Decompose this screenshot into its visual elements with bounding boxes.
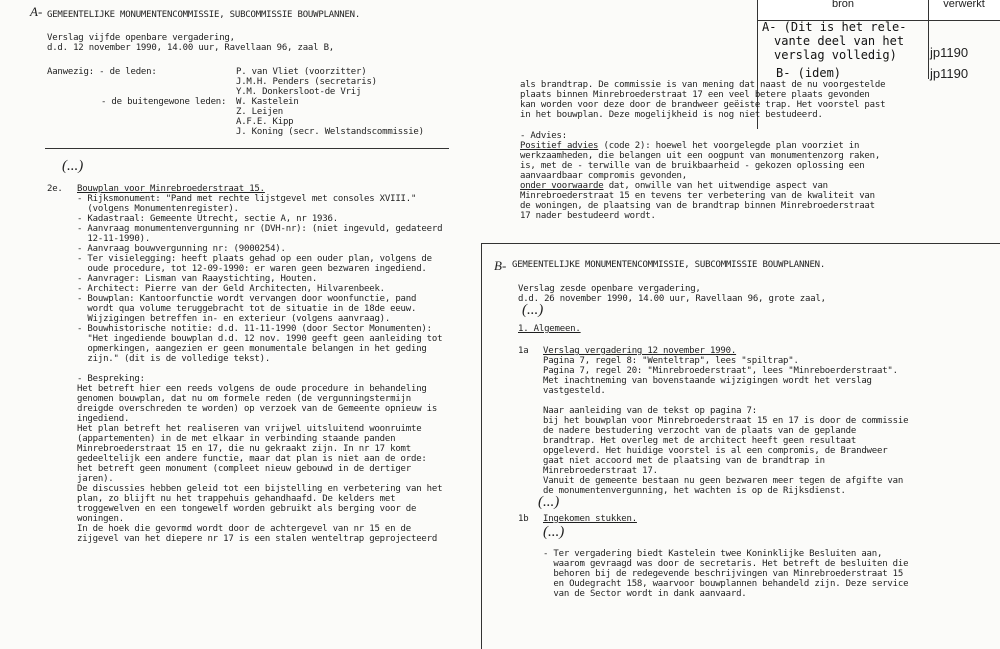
doc-b-left-border <box>481 243 482 649</box>
doc-b-item-1a-title: Verslag vergadering 12 november 1990. <box>543 346 737 356</box>
doc-b-title: GEMEENTELIJKE MONUMENTENCOMMISSIE, SUBCOMMISSIE BOUWPLANNEN. <box>512 260 826 270</box>
member-3: Y.M. Donkersloot-de Vrij <box>236 87 362 97</box>
doc-a-marker: A- <box>30 4 43 19</box>
doc-a-condition-text <box>520 181 875 221</box>
condition-text: dat, onwille van het uitwendige aspect van Minrebroederstraat 15 en tevens ter verbetering van de kwaliteit van de woningen, de plaatsing van de brandtrap binnen Minrebroederstraat 17 nader bestudeerd wordt. <box>520 181 875 221</box>
doc-a-continuation: als brandtrap. De commissie is van mening dat naast de nu voorgestelde plaats binnen Minrebroederstraat 17 een veel betere plaats gevonden kan worden voor deze door de brandweer geëiste trap. Het voorstel past in het bouwplan. Deze mogelijkheid is nog niet bestudeerd. <box>520 80 886 120</box>
doc-b-ellipsis-3: (...) <box>543 524 565 540</box>
member-1: P. van Vliet (voorzitter) <box>236 67 367 77</box>
positive-advice-text: (code 2): hoewel het voorgelegde plan voorziet in werkzaamheden, die belangen uit een oogpunt van monumentenzorg raken, is, met de - terwille van de bruikbaarheid - gekozen oplossing een aanvaardbaar compromis gevonden, <box>520 141 881 181</box>
doc-a-present-label: Aanwezig: - de leden: <box>47 67 157 77</box>
doc-b-marker: B- <box>494 258 507 273</box>
positive-advice: Positief advies <box>520 141 599 151</box>
note-line-3: verslag volledig) <box>774 48 897 62</box>
doc-a-item-number: 2e. <box>47 184 63 194</box>
doc-a-advies-text <box>520 141 880 181</box>
note-box-right-border <box>928 19 929 79</box>
processed-stamp-2: jp1190 <box>930 66 969 81</box>
doc-b-subtitle-1: Verslag zesde openbare vergadering, <box>518 284 701 294</box>
doc-b-item-1a-number: 1a <box>518 346 529 356</box>
doc-b-subtitle-2: d.d. 26 november 1990, 14.00 uur, Ravellaan 96, grote zaal, <box>518 294 826 304</box>
member-6: A.F.E. Kipp <box>236 117 294 127</box>
member-4: W. Kastelein <box>236 97 299 107</box>
doc-a-ellipsis: (...) <box>62 158 84 174</box>
member-2: J.M.H. Penders (secretaris) <box>236 77 377 87</box>
condition-label: onder voorwaarde <box>520 181 604 191</box>
note-line-4: B- (idem) <box>776 66 842 80</box>
doc-b-section-title: 1. Algemeen. <box>518 324 581 334</box>
doc-b-item-1b-title: Ingekomen stukken. <box>543 514 637 524</box>
doc-b-top-border <box>481 243 1000 244</box>
doc-a-item-body: - Rijksmonument: "Pand met rechte lijstgevel met consoles XVIII." (volgens Monumentenregister). - Kadastraal: Gemeente Utrecht, sectie A, nr 1936. - Aanvraag monumentenvergunning nr (DVH-nr): (niet ingevuld, gedateerd 12-11-1990). - Aanvraag bouwvergunning nr: (9000254). - Ter visielegging: heeft plaats gehad op een ouder plan, volgens de oude procedure, tot 12-09-1990: er waren geen bezwaren ingediend. - Aanvrager: Lisman van Raaystichting, Houten. - Architect: Pierre van der Geld Architecten, Hilvarenbeek. - Bouwplan: Kantoorfunctie wordt vervangen door woonfunctie, pand wordt qua volume teruggebracht tot de situatie in de 18de eeuw. Wijzigingen betreffen in- en exterieur (volgens aanvraag). - Bouwhistorische notitie: d.d. 11-11-1990 (door Sector Monumenten): "Het ingediende bouwplan d.d. 12 nov. 1990 geeft geen aanleiding tot opmerkingen, aangezien er geen monumentale belangen in het geding zijn." (dit is de volledige tekst). - Bespreking: Het betreft hier een reeds volgens de oude procedure in behandeling genomen bouwplan, dat nu om formele reden (de vergunningstermijn dreigde overschreden te worden) op verzoek van de Gemeente opnieuw is ingediend. Het plan betreft het realiseren van vrijwel uitsluitend woonruimte (appartementen) in de met elkaar in verbinding staande panden Minrebroederstraat 15 en 17, die nu gekraakt zijn. In nr 17 komt gedeeltelijk een andere functie, maar dat plan is niet aan de orde: het betreft geen monument (compleet nieuw gebouwd in de dertiger jaren). De discussies hebben geleid tot een bijstelling en verbetering van het plan, zo blijft nu het trappehuis gehandhaafd. De kelders met troggewelven en een tongewelf worden gebruikt als berging voor de woningen. In de hoek die gevormd wordt door de achtergevel van nr 15 en de zijgevel van het diepere nr 17 is een stalen wenteltrap geprojecteerd <box>77 194 443 544</box>
doc-a-title: GEMEENTELIJKE MONUMENTENCOMMISSIE, SUBCOMMISSIE BOUWPLANNEN. <box>47 10 361 20</box>
note-line-1: A- (Dit is het rele- <box>762 20 907 34</box>
member-5: Z. Leijen <box>236 107 283 117</box>
doc-b-ellipsis-1: (...) <box>522 302 544 318</box>
doc-a-subtitle-2: d.d. 12 november 1990, 14.00 uur, Ravellaan 96, zaal B, <box>47 43 335 53</box>
doc-b-ellipsis-2: (...) <box>538 494 560 510</box>
doc-b-item-1b-number: 1b <box>518 514 529 524</box>
verwerkt-label: verwerkt <box>943 0 985 10</box>
doc-a-separator <box>45 148 449 149</box>
bron-label: bron <box>831 0 855 10</box>
note-line-2: vante deel van het <box>774 34 905 48</box>
doc-a-item-title: Bouwplan voor Minrebroederstraat 15. <box>77 184 265 194</box>
doc-b-item-1a-body: Pagina 7, regel 8: "Wenteltrap", lees "spiltrap". Pagina 7, regel 20: "Minrebroederstraat", lees "Minreboerderstraat". Met inachtneming van bovenstaande wijzigingen wordt het verslag vastgesteld. Naar aanleiding van de tekst op pagina 7: bij het bouwplan voor Minrebroederstraat 15 en 17 is door de commissie de nadere bestudering verzocht van de plaats van de geplande brandtrap. Het overleg met de architect heeft geen resultaat opgeleverd. Het huidige voorstel is al een compromis, de Brandweer gaat niet accoord met de plaatsing van de brandtrap in Minrebroederstraat 17. Vanuit de gemeente bestaan nu geen bezwaren meer tegen de afgifte van de monumentenvergunning, het wachten is op de Rijksdienst. <box>543 356 909 496</box>
doc-b-item-1b-body: - Ter vergadering biedt Kastelein twee Koninklijke Besluiten aan, waarom gevraagd was door de secretaris. Het betreft de besluiten die behoren bij de redegevende beschrijvingen van Minrebroederstraat 15 en Oudegracht 158, waarvoor bouwplannen behandeld zijn. Deze service van de Sector wordt in dank aanvaard. <box>543 549 909 599</box>
doc-a-extra-members-label: - de buitengewone leden: <box>101 97 227 107</box>
doc-a-subtitle-1: Verslag vijfde openbare vergadering, <box>47 33 235 43</box>
doc-a-advies-label: - Advies: <box>520 131 567 141</box>
processed-stamp-1: jp1190 <box>930 45 969 60</box>
member-7: J. Koning (secr. Welstandscommissie) <box>236 127 424 137</box>
